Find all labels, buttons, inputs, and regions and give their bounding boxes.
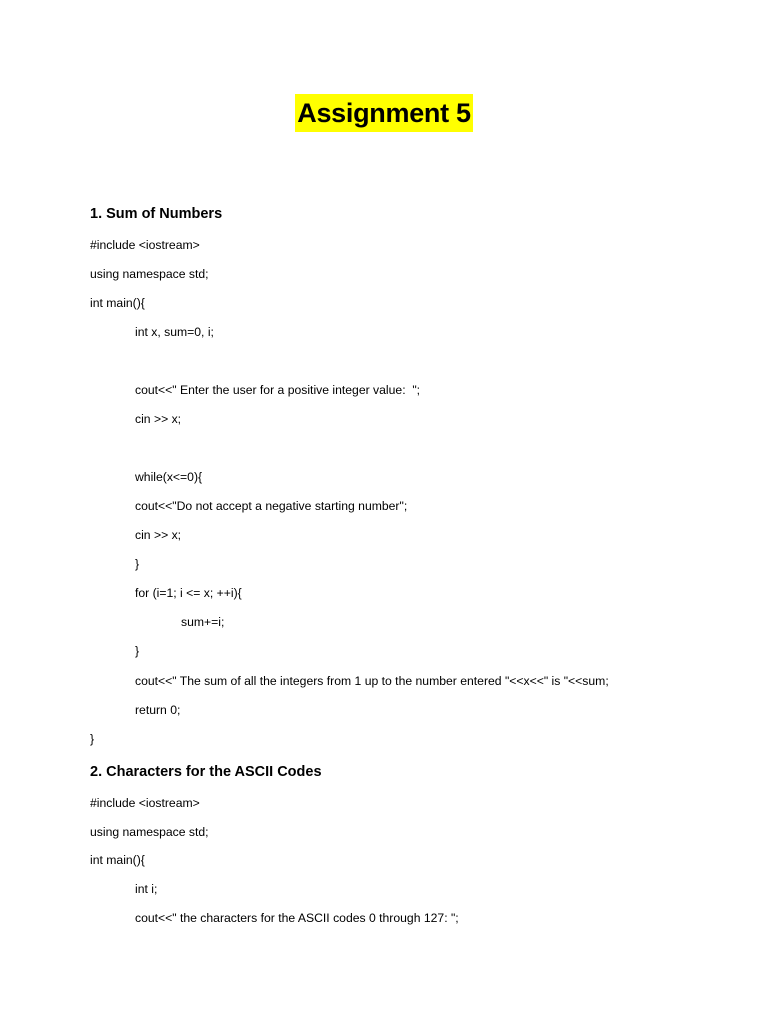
code-line: cout<<" the characters for the ASCII codes 0 through 127: "; bbox=[135, 911, 459, 925]
code-line: cout<<" Enter the user for a positive integer value: "; bbox=[135, 383, 421, 397]
section-1-heading: 1. Sum of Numbers bbox=[90, 206, 223, 222]
code-line: while(x<=0){ bbox=[135, 470, 203, 484]
code-line: int main(){ bbox=[90, 296, 145, 310]
code-line: cout<<"Do not accept a negative starting number"; bbox=[135, 499, 408, 513]
code-line: using namespace std; bbox=[90, 267, 209, 281]
code-line: cin >> x; bbox=[135, 528, 182, 542]
code-line: using namespace std; bbox=[90, 825, 209, 839]
code-line: int i; bbox=[135, 882, 158, 896]
code-line: } bbox=[135, 557, 140, 571]
code-line: for (i=1; i <= x; ++i){ bbox=[135, 586, 242, 600]
document-title: Assignment 5 bbox=[295, 94, 472, 132]
code-line: int main(){ bbox=[90, 853, 145, 867]
code-line: cout<<" The sum of all the integers from 1 up to the number entered "<<x<<" is "<<sum; bbox=[135, 674, 609, 688]
code-line: cin >> x; bbox=[135, 412, 182, 426]
code-line: #include <iostream> bbox=[90, 238, 200, 252]
code-line: int x, sum=0, i; bbox=[135, 325, 214, 339]
title-container bbox=[0, 94, 768, 132]
code-line: sum+=i; bbox=[181, 615, 225, 629]
section-2-heading: 2. Characters for the ASCII Codes bbox=[90, 764, 322, 780]
code-line: } bbox=[90, 732, 95, 746]
code-line: return 0; bbox=[135, 703, 181, 717]
code-line: } bbox=[135, 644, 140, 658]
code-line: #include <iostream> bbox=[90, 796, 200, 810]
